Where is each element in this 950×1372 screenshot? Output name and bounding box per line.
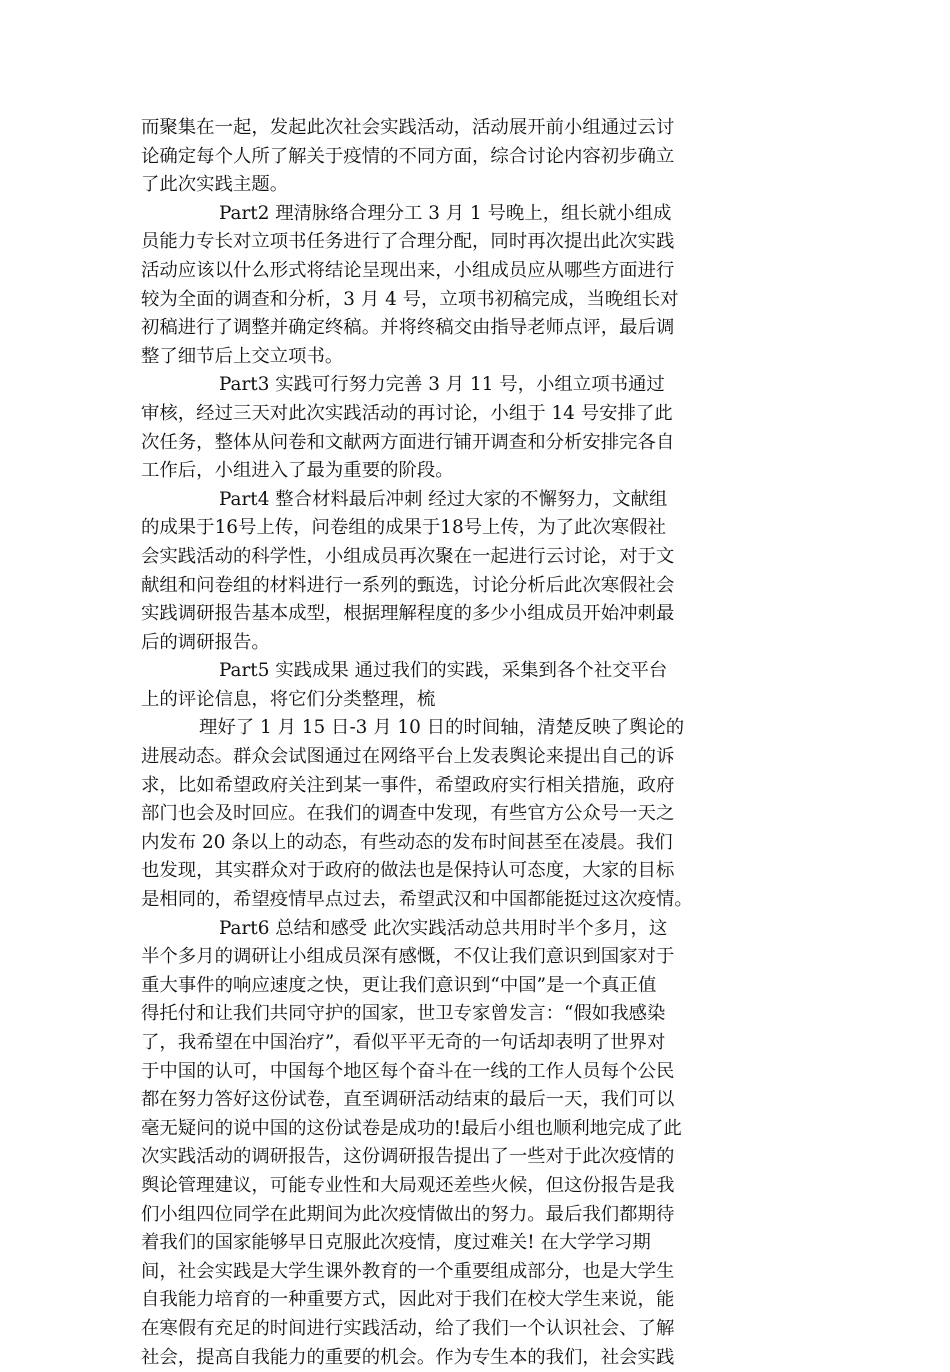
text-line: 毫无疑问的说中国的这份试卷是成功的!最后小组也顺利地完成了此 [141, 1117, 682, 1139]
text-line: Part5 实践成果 通过我们的实践，采集到各个社交平台 [219, 660, 668, 682]
text-line: 社会，提高自我能力的重要的机会。作为专生本的我们，社会实践 [141, 1346, 675, 1368]
text-line: 求，比如希望政府关注到某一事件，希望政府实行相关措施，政府 [141, 774, 675, 796]
text-line: 内发布 20 条以上的动态，有些动态的发布时间甚至在凌晨。我们 [141, 831, 673, 853]
text-line: 活动应该以什么形式将结论呈现出来，小组成员应从哪些方面进行 [141, 259, 675, 281]
text-line: 整了细节后上交立项书。 [141, 345, 344, 367]
text-line: 得托付和让我们共同守护的国家，世卫专家曾发言：“假如我感染 [141, 1003, 666, 1025]
text-line: 初稿进行了调整并确定终稿。并将终稿交由指导老师点评，最后调 [141, 317, 675, 339]
text-line: 是相同的，希望疫情早点过去，希望武汉和中国都能挺过这次疫情。 [141, 889, 693, 911]
text-line: 会实践活动的科学性，小组成员再次聚在一起进行云讨论，对于文 [141, 545, 675, 567]
text-line: 理好了 1 月 15 日-3 月 10 日的时间轴，清楚反映了舆论的 [199, 717, 685, 739]
text-line: 审核，经过三天对此次实践活动的再讨论，小组于 14 号安排了此 [141, 402, 673, 424]
text-line: Part6 总结和感受 此次实践活动总共用时半个多月，这 [219, 917, 668, 939]
text-line: 们小组四位同学在此期间为此次疫情做出的努力。最后我们都期待 [141, 1203, 675, 1225]
text-line: 半个多月的调研让小组成员深有感慨，不仅让我们意识到国家对于 [141, 946, 675, 968]
text-line: 部门也会及时回应。在我们的调查中发现，有些官方公众号一天之 [141, 803, 675, 825]
text-line: 献组和问卷组的材料进行一系列的甄选，讨论分析后此次寒假社会 [141, 574, 675, 596]
text-line: 次任务，整体从问卷和文献两方面进行铺开调查和分析安排完各自 [141, 431, 675, 453]
text-line: 后的调研报告。 [141, 631, 270, 653]
text-line: Part4 整合材料最后冲刺 经过大家的不懈努力，文献组 [219, 488, 668, 510]
text-line: 上的评论信息，将它们分类整理，梳 [141, 688, 436, 710]
text-line: 而聚集在一起，发起此次社会实践活动，活动展开前小组通过云讨 [141, 117, 675, 138]
text-line: 也发现，其实群众对于政府的做法也是保持认可态度，大家的目标 [141, 860, 675, 882]
text-line: 重大事件的响应速度之快，更让我们意识到“中国”是一个真正值 [141, 974, 657, 996]
document-body [141, 114, 809, 1372]
text-line: 论确定每个人所了解关于疫情的不同方面，综合讨论内容初步确立 [141, 145, 675, 167]
text-line: 在寒假有充足的时间进行实践活动，给了我们一个认识社会、了解 [141, 1317, 675, 1339]
text-line: 都在努力答好这份试卷，直至调研活动结束的最后一天，我们可以 [141, 1089, 675, 1111]
text-line: 较为全面的调查和分析，3 月 4 号，立项书初稿完成，当晚组长对 [141, 288, 679, 310]
text-line: 的成果于16号上传，问卷组的成果于18号上传，为了此次寒假社 [141, 517, 666, 539]
text-line: 自我能力培育的一种重要方式，因此对于我们在校大学生来说，能 [141, 1289, 675, 1311]
text-line: 工作后，小组进入了最为重要的阶段。 [141, 460, 454, 482]
text-line: 着我们的国家能够早日克服此次疫情，度过难关! 在大学学习期 [141, 1232, 651, 1254]
text-line: 员能力专长对立项书任务进行了合理分配，同时再次提出此次实践 [141, 231, 675, 253]
text-line: Part2 理清脉络合理分工 3 月 1 号晚上，组长就小组成 [219, 202, 672, 224]
text-line: 于中国的认可，中国每个地区每个奋斗在一线的工作人员每个公民 [141, 1060, 675, 1082]
text-line: 舆论管理建议，可能专业性和大局观还差些火候，但这份报告是我 [141, 1174, 675, 1196]
text-line: Part3 实践可行努力完善 3 月 11 号，小组立项书通过 [219, 374, 665, 396]
text-line: 实践调研报告基本成型，根据理解程度的多少小组成员开始冲刺最 [141, 603, 675, 625]
text-line: 次实践活动的调研报告，这份调研报告提出了一些对于此次疫情的 [141, 1146, 675, 1168]
text-line: 了此次实践主题。 [141, 174, 289, 196]
text-line: 间，社会实践是大学生课外教育的一个重要组成部分，也是大学生 [141, 1260, 675, 1282]
text-line: 进展动态。群众会试图通过在网络平台上发表舆论来提出自己的诉 [141, 746, 675, 768]
text-line: 了，我希望在中国治疗”，看似平平无奇的一句话却表明了世界对 [141, 1032, 666, 1053]
